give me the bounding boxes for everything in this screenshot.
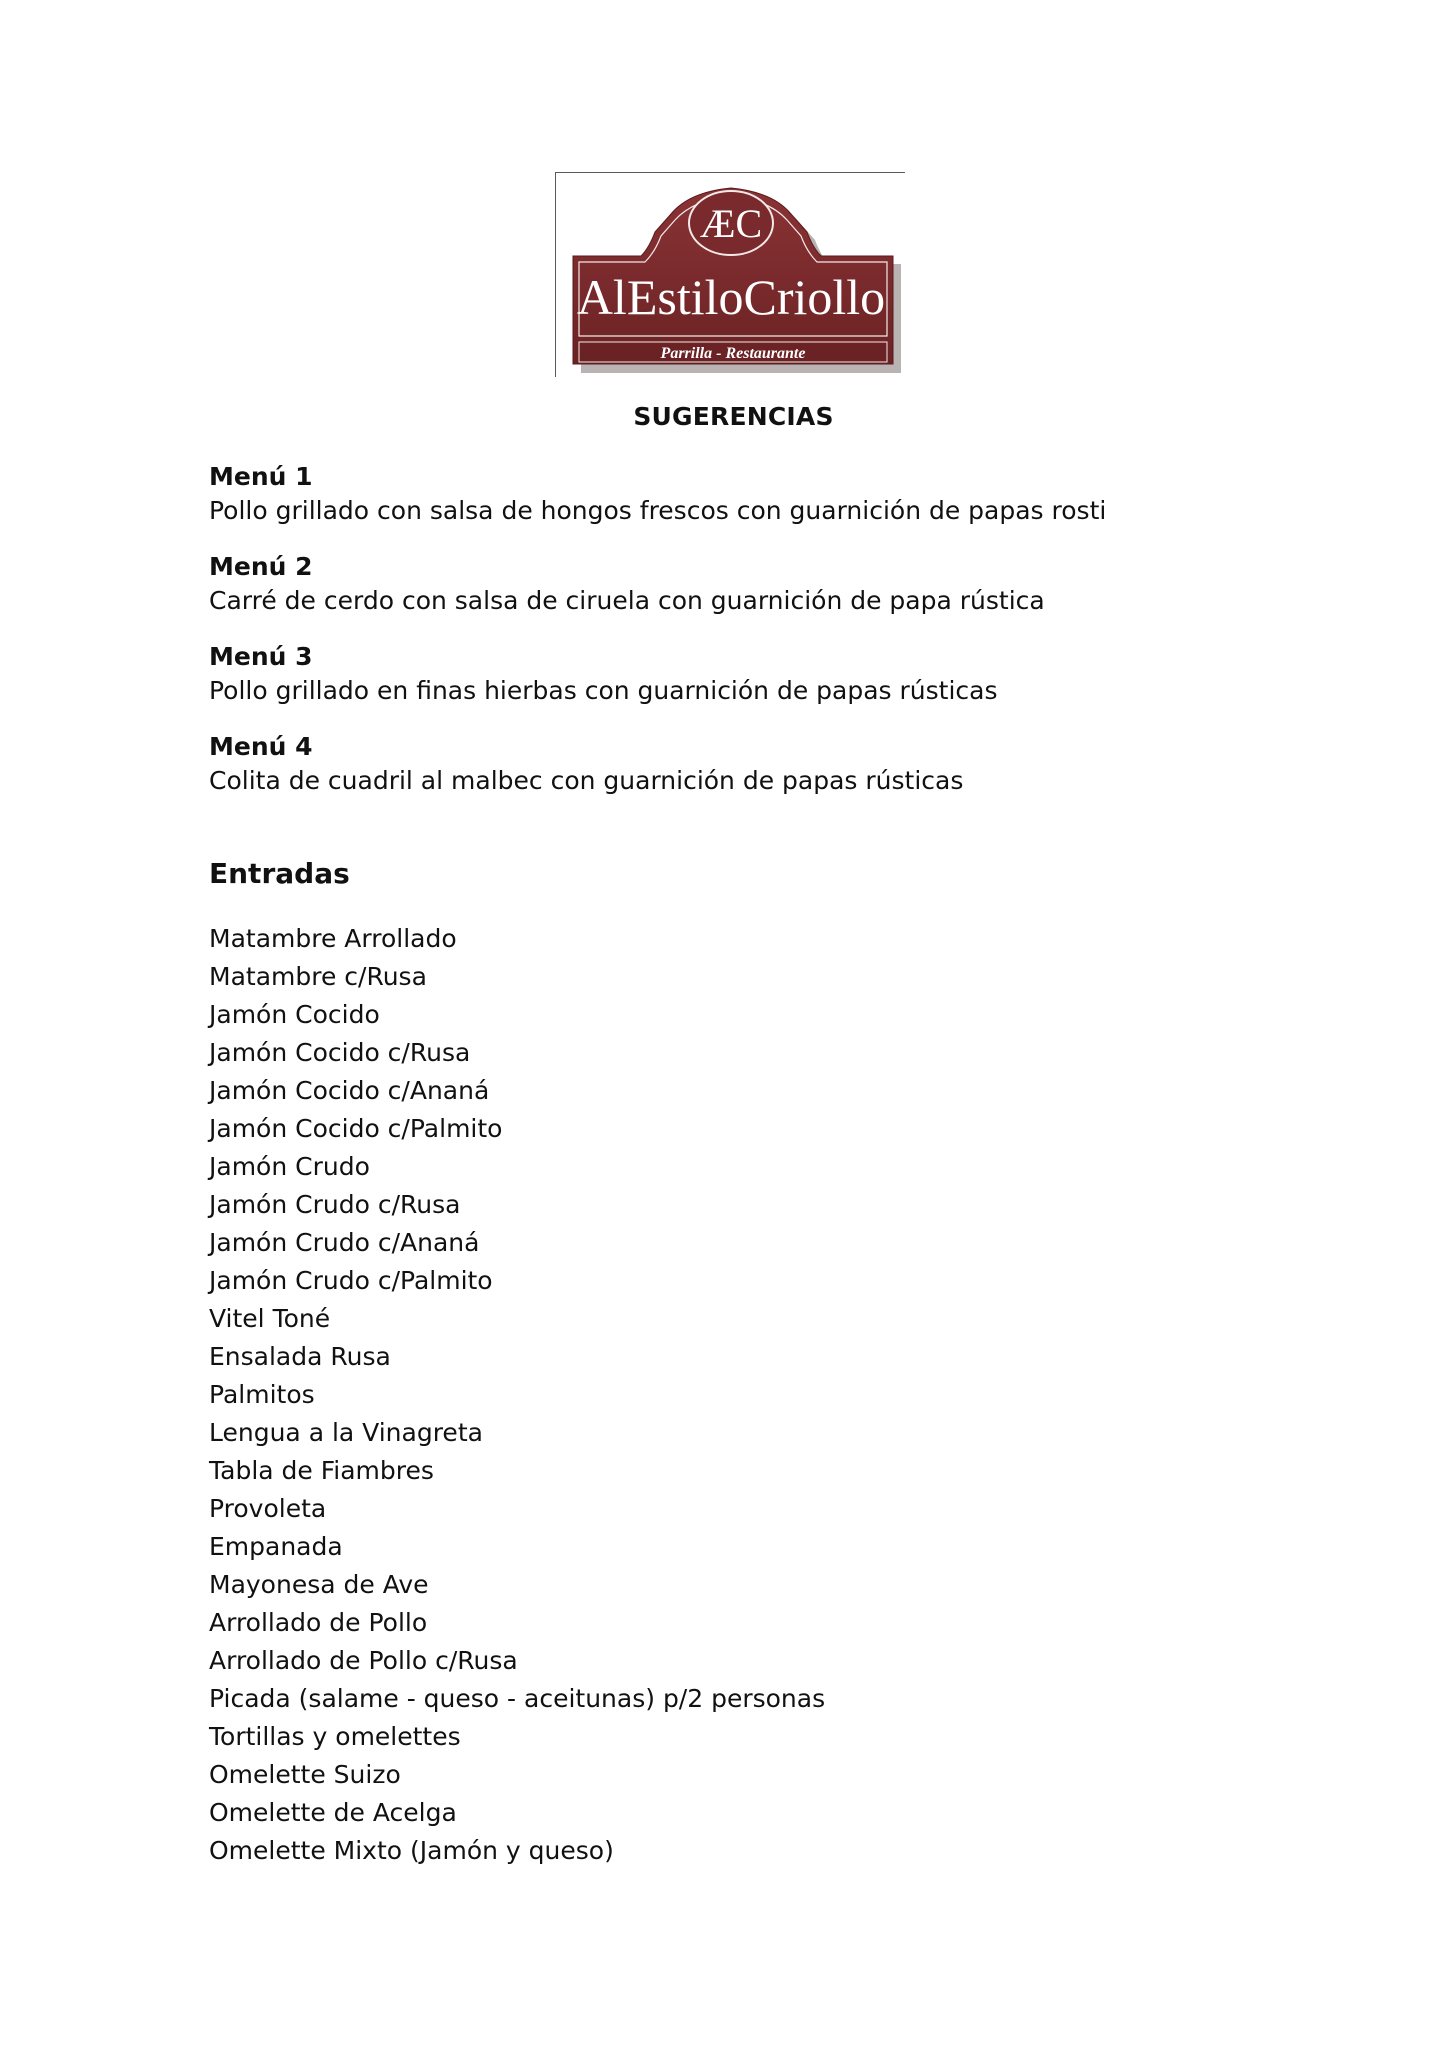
list-item: Omelette Suizo (209, 1760, 401, 1789)
menu-item-2 (209, 550, 1045, 618)
list-item: Provoleta (209, 1494, 327, 1523)
list-item: Picada (salame - queso - aceitunas) p/2 personas (209, 1684, 826, 1713)
menu-title: Menú 3 (209, 642, 313, 671)
logo-name-part2: Estilo (626, 269, 744, 325)
list-item: Jamón Crudo c/Rusa (209, 1190, 461, 1219)
menu-description: Carré de cerdo con salsa de ciruela con guarnición de papa rústica (209, 586, 1045, 615)
menu-description: Colita de cuadril al malbec con guarnición de papas rústicas (209, 766, 964, 795)
list-item: Jamón Cocido c/Ananá (209, 1076, 490, 1105)
menu-title: Menú 4 (209, 732, 313, 761)
logo-graphic (563, 178, 903, 373)
logo-frame-left-line (555, 172, 556, 377)
menu-item-3 (209, 640, 998, 708)
list-item: Tabla de Fiambres (209, 1456, 434, 1485)
list-item: Omelette de Acelga (209, 1798, 457, 1827)
list-item: Jamón Crudo (209, 1152, 370, 1181)
list-item: Vitel Toné (209, 1304, 331, 1333)
logo-frame-top-line (555, 172, 905, 173)
logo-tagline: Parrilla - Restaurante (660, 345, 806, 362)
logo-name-part3: Criollo (743, 269, 886, 325)
menu-title: Menú 1 (209, 462, 313, 491)
list-item: Jamón Crudo c/Ananá (209, 1228, 480, 1257)
logo-name-part1: Al (576, 269, 627, 325)
list-item: Matambre Arrollado (209, 924, 457, 953)
list-item: Palmitos (209, 1380, 315, 1409)
menu-description: Pollo grillado en finas hierbas con guarnición de papas rústicas (209, 676, 998, 705)
menu-item-1 (209, 460, 1106, 528)
entradas-list (209, 920, 825, 1870)
list-item: Jamón Cocido c/Rusa (209, 1038, 471, 1067)
list-item: Matambre c/Rusa (209, 962, 427, 991)
logo-monogram: ÆC (699, 201, 763, 246)
list-item: Tortillas y omelettes (209, 1722, 461, 1751)
list-item: Jamón Crudo c/Palmito (209, 1266, 493, 1295)
menu-description: Pollo grillado con salsa de hongos frescos con guarnición de papas rosti (209, 496, 1107, 525)
restaurant-logo (555, 172, 905, 377)
list-item: Ensalada Rusa (209, 1342, 391, 1371)
menu-title: Menú 2 (209, 552, 313, 581)
page-title: SUGERENCIAS (633, 402, 834, 431)
list-item: Empanada (209, 1532, 343, 1561)
list-item: Omelette Mixto (Jamón y queso) (209, 1836, 614, 1865)
section-title-entradas: Entradas (209, 857, 350, 890)
list-item: Arrollado de Pollo (209, 1608, 428, 1637)
menu-item-4 (209, 730, 963, 798)
list-item: Mayonesa de Ave (209, 1570, 429, 1599)
list-item: Jamón Cocido (209, 1000, 380, 1029)
list-item: Arrollado de Pollo c/Rusa (209, 1646, 518, 1675)
list-item: Lengua a la Vinagreta (209, 1418, 483, 1447)
list-item: Jamón Cocido c/Palmito (209, 1114, 503, 1143)
logo-name (577, 269, 885, 325)
